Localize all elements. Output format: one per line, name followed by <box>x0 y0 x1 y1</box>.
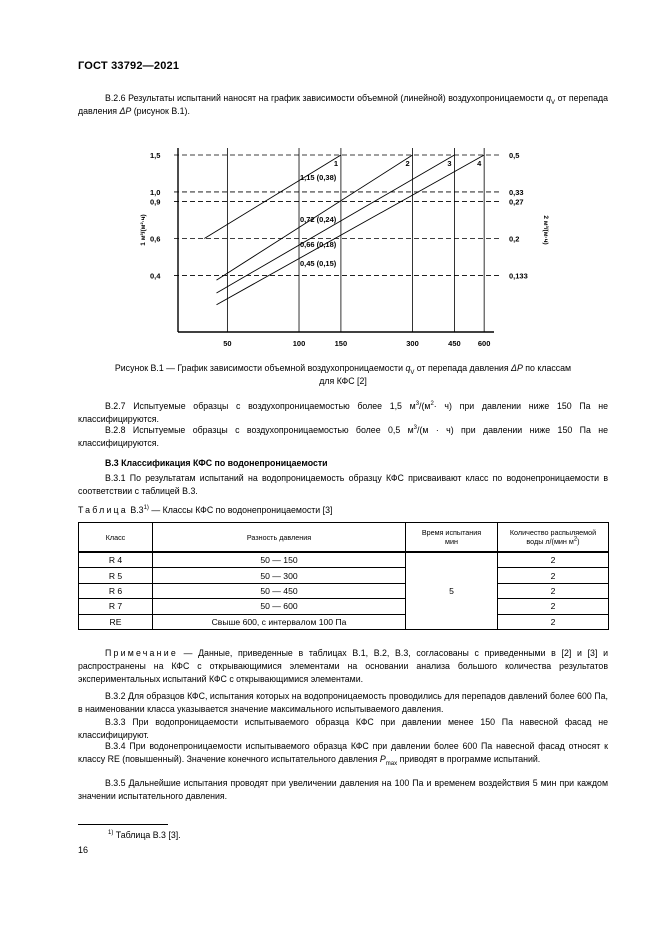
table-row <box>79 568 609 583</box>
curve-annotation: 0,45 (0,15) <box>300 259 337 268</box>
section-title-b3: В.3 Классификация КФС по водонепроницаемости <box>105 458 328 468</box>
paragraph-b28: В.2.8 Испытуемые образцы с воздухопроницаемостью более 0,5 $м^3/(м \cdot ч)$ при давлении ниже 150 Па не классифицируются. <box>78 425 608 449</box>
footnote-divider <box>78 824 168 825</box>
y-tick-label: 0,4 <box>150 271 161 281</box>
series-label: 3 <box>447 159 452 169</box>
x-tick-label: 150 <box>334 339 348 348</box>
cell-class: R 7 <box>79 599 153 614</box>
y-tick-label: 0,6 <box>150 234 161 244</box>
paragraph-b32: В.3.2 Для образцов КФС, испытания которых на водопроницаемость проводились для перепадов давлений более 600 Па, в наименовании класса указывается значение максимального испытываемого давления. <box>78 691 608 715</box>
y-right-label: 0,27 <box>509 197 524 207</box>
x-tick-label: 300 <box>406 339 419 348</box>
header-class: Класс <box>79 523 153 553</box>
cell-water: 2 <box>498 568 609 583</box>
paragraph-b27: В.2.7 Испытуемые образцы с воздухопроницаемостью более 1,5 $м^3/(м^2\cdot ч)$ при давлении ниже 150 Па не классифицируются. <box>78 401 608 425</box>
y-right-label: 0,33 <box>509 187 524 197</box>
table-row <box>79 599 609 614</box>
table-note: Примечание — Данные, приведенные в таблицах В.1, В.2, В.3, согласованы с приведенными в [2] и [3] и распространены на КФС с открывающимися элементами на основании анализа большого количества результатов экспериментальных испытаний КФС с открывающимися элементами. <box>78 648 608 685</box>
y-right-label: 0,2 <box>509 234 520 244</box>
cell-class: RE <box>79 614 153 629</box>
cell-pressure: Свыше 600, с интервалом 100 Па <box>153 614 406 629</box>
series-label: 4 <box>477 159 482 169</box>
header-pressure: Разность давления <box>153 523 406 553</box>
y-tick-label: 1,0 <box>150 187 161 197</box>
x-tick-label: 600 <box>477 339 491 348</box>
table-row <box>79 583 609 598</box>
x-tick-label: 450 <box>448 339 461 348</box>
cell-water: 2 <box>498 552 609 568</box>
cell-time: 5 <box>406 552 498 629</box>
table-caption: Таблица В.3$^{1)}$ — Классы КФС по водонепроницаемости [3] <box>78 505 333 515</box>
cell-water: 2 <box>498 599 609 614</box>
cell-water: 2 <box>498 614 609 629</box>
cell-pressure: 50 — 150 <box>153 552 406 568</box>
paragraph-b26: В.2.6 Результаты испытаний наносят на график зависимости объемной (линейной) воздухопроницаемости $q_V$ от перепада давления ΔP (рисунок В.1). <box>78 93 608 117</box>
series-line <box>217 155 485 305</box>
y-axis-title-right: 2 м³/(м·ч) <box>542 215 549 245</box>
y-right-label: 0,5 <box>509 151 520 161</box>
document-header: ГОСТ 33792—2021 <box>78 60 180 72</box>
x-tick-label: 100 <box>292 339 306 348</box>
paragraph-b34: В.3.4 При водонепроницаемости испытываемого образца КФС при давлении более 600 Па навесной фасад относят к классу RE (повышенный). Значение конечного испытательного давления $P_{max}$ приводят в программе испытаний. <box>78 741 608 767</box>
cell-class: R 6 <box>79 583 153 598</box>
series-line <box>204 155 341 238</box>
cell-class: R 5 <box>79 568 153 583</box>
table-header-row <box>79 523 609 553</box>
cell-pressure: 50 — 300 <box>153 568 406 583</box>
y-right-label: 0,133 <box>509 271 528 281</box>
header-water: Количество распыляемой воды л/(мин $м^2$) <box>498 523 609 553</box>
footnote: $^{1)}$ Таблица В.3 [3]. <box>108 830 181 840</box>
table-row <box>79 614 609 629</box>
cell-pressure: 50 — 450 <box>153 583 406 598</box>
paragraph-b33: В.3.3 При водопроницаемости испытываемого образца КФС при давлении менее 150 Па навесной фасад не классифицируют. <box>78 717 608 741</box>
series-label: 2 <box>405 159 410 169</box>
series-label: 1 <box>333 159 338 169</box>
y-tick-label: 0,9 <box>150 197 161 207</box>
page-number: 16 <box>78 845 89 855</box>
header-time: Время испытания мин <box>406 523 498 553</box>
table-row <box>79 552 609 568</box>
cell-pressure: 50 — 600 <box>153 599 406 614</box>
cell-water: 2 <box>498 583 609 598</box>
curve-annotation: 0,66 (0,18) <box>300 240 337 249</box>
cell-class: R 4 <box>79 552 153 568</box>
y-tick-label: 1,5 <box>150 151 161 161</box>
paragraph-b31: В.3.1 По результатам испытаний на водопроницаемость образцу КФС присваивают класс по водонепроницаемости в соответствии с таблицей В.3. <box>78 473 608 497</box>
x-tick-label: 50 <box>223 339 232 348</box>
paragraph-b35: В.3.5 Дальнейшие испытания проводят при увеличении давления на 100 Па и временем воздействия 5 мин при каждом значении испытательного давления. <box>78 778 608 802</box>
figure-caption: Рисунок В.1 — График зависимости объемной воздухопроницаемости $q_V$ от перепада давления ΔP по классам для КФС [2] <box>114 363 572 386</box>
figure-b1-chart <box>78 130 608 355</box>
classification-table <box>78 522 609 630</box>
y-axis-title-left: 1 м³/(м²·ч) <box>140 214 147 246</box>
curve-annotation: 1,15 (0,38) <box>300 173 337 182</box>
curve-annotation: 0,72 (0,24) <box>300 215 337 224</box>
